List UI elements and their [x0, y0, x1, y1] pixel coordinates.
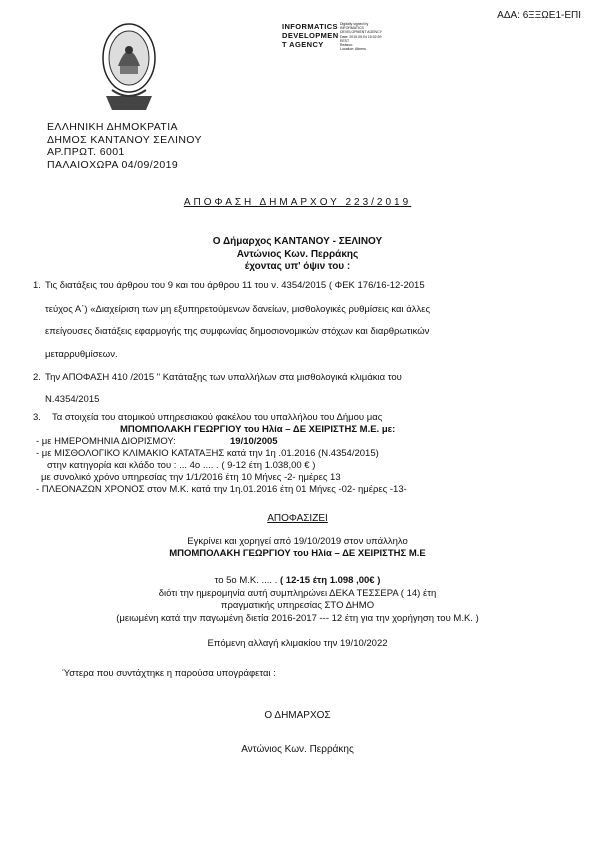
item-number: 1. [33, 280, 41, 291]
item-2-line-1: Την ΑΠΟΦΑΣΗ 410 /2015 " Κατάταξης των υπαλλήλων στα μισθολογικά κλιμάκια του [45, 372, 402, 383]
item-3-category: στην κατηγορία και κλάδο του : ... 4ο .... . ( 9-12 έτη 1.038,00 € ) [47, 460, 316, 471]
header-republic: ΕΛΛΗΝΙΚΗ ΔΗΜΟΚΡΑΤΙΑ [47, 121, 178, 133]
item-3-line-1: Τα στοιχεία του ατομικού υπηρεσιακού φακέλου του υπαλλήλου του Δήμου μας [52, 412, 383, 423]
decision-line-5: πραγματικής υπηρεσίας ΣΤΟ ΔΗΜΟ [220, 600, 375, 611]
stamp-detail: Date: 2019.09.04 15:02:39 [340, 34, 382, 39]
header-place-date: ΠΑΛΑΙΟΧΩΡΑ 04/09/2019 [47, 158, 179, 171]
digital-signature-details [340, 22, 400, 51]
decision-line-1: Εγκρίνει και χορηγεί από 19/10/2019 στον υπάλληλο [187, 536, 408, 547]
header-protocol-number: ΑΡ.ΠΡΩΤ. 6001 [47, 146, 125, 158]
item-3-salary-step: - με ΜΙΣΘΟΛΟΓΙΚΟ ΚΛΙΜΑΚΙΟ ΚΑΤΑΤΑΞΗΣ κατά την 1η .01.2016 (Ν.4354/2015) [36, 448, 379, 459]
mayor-line-2: Αντώνιος Κων. Περράκης [236, 248, 359, 260]
item-3-excess-time: - ΠΛΕΟΝΑΖΩΝ ΧΡΟΝΟΣ στον Μ.Κ. κατά την 1η.01.2016 έτη 01 Μήνες -02- ημέρες -13- [36, 484, 407, 495]
stamp-detail: Location: Athens [340, 47, 366, 52]
item-3-service-time: με συνολικό χρόνο υπηρεσίας την 1/1/2016 έτη 10 Μήνες -2- ημέρες 13 [41, 472, 341, 483]
decision-line-6: (μειωμένη κατά την παγωμένη διετία 2016-2017 --- 12 έτη για την χορήγηση του Μ.Κ. ) [116, 613, 479, 624]
mayor-line-1: Ο Δήμαρχος ΚΑΝΤΑΝΟΥ - ΣΕΛΙΝΟΥ [212, 236, 383, 247]
decides-heading: ΑΠΟΦΑΣΙΖΕΙ [267, 513, 328, 524]
item-number: 3. [33, 412, 41, 423]
stamp-detail: Reason: [340, 43, 354, 48]
stamp-detail: EEST [340, 38, 350, 43]
item-1-line-2: τεύχος Α΄) «Διαχείριση των μη εξυπηρετούμενων δανείων, μισθολογικές ρυθμίσεις και άλλες [45, 304, 431, 315]
stamp-detail: INFORMATICS [340, 26, 364, 31]
stamp-line-2: DEVELOPMEN [282, 31, 339, 40]
closing-statement: Ύστερα που συντάχτηκε η παρούσα υπογράφεται : [62, 668, 276, 679]
signer-title: Ο ΔΗΜΑΡΧΟΣ [264, 710, 331, 721]
digital-signature-stamp [282, 22, 339, 49]
next-step-change: Επόμενη αλλαγή κλιμακίου την 19/10/2022 [207, 638, 388, 649]
ada-code: ΑΔΑ: 6ΞΞΩΕ1-ΕΠΙ [497, 10, 581, 21]
appointment-date: 19/10/2005 [230, 436, 278, 447]
decision-step-label: το 5ο Μ.Κ. .... . [214, 575, 278, 586]
emblem-seal-logo [98, 18, 160, 118]
header-municipality: ΔΗΜΟΣ ΚΑΝΤΑΝΟΥ ΣΕΛΙΝΟΥ [47, 133, 202, 146]
document-title: ΑΠΟΦΑΣΗ ΔΗΜΑΡΧΟΥ 223/2019 [183, 197, 412, 208]
item-number: 2. [33, 372, 41, 383]
stamp-detail: Digitally signed by [340, 22, 369, 26]
decision-line-4: διότι την ημερομηνία αυτή συμπληρώνει ΔΕΚΑ ΤΕΣΣΕΡΑ ( 14) έτη [158, 588, 437, 599]
employee-name: ΜΠΟΜΠΟΛΑΚΗ ΓΕΩΡΓΙΟΥ του Ηλία – ΔΕ ΧΕΙΡΙΣΤΗΣ Μ.Ε. με: [120, 424, 396, 435]
decision-step-amount: ( 12-15 έτη 1.098 ,00€ ) [279, 575, 381, 586]
document-header [47, 121, 202, 171]
decision-employee: ΜΠΟΜΠΟΛΑΚΗ ΓΕΩΡΓΙΟΥ του Ηλία – ΔΕ ΧΕΙΡΙΣΤΗΣ Μ.Ε [169, 548, 426, 559]
item-1-line-4: μεταρρυθμίσεων. [45, 349, 118, 360]
stamp-detail: DEVELOPMENT AGENCY [340, 30, 382, 35]
mayor-block [0, 236, 595, 274]
signer-name: Αντώνιος Κων. Περράκης [241, 744, 354, 755]
item-3-appointment-label: - με ΗΜΕΡΟΜΗΝΙΑ ΔΙΟΡΙΣΜΟΥ: [36, 436, 176, 447]
mayor-line-3: έχοντας υπ' όψιν του : [244, 261, 351, 272]
item-2-line-2: Ν.4354/2015 [45, 394, 100, 405]
stamp-line-1: INFORMATICS [282, 22, 338, 31]
stamp-line-3: T AGENCY [282, 40, 324, 49]
item-1-line-3: επείγουσες διατάξεις εφαρμογής της συμφωνίας δημοσιονομικών στόχων και διαρθρωτικών [45, 326, 430, 337]
decision-step [0, 575, 595, 587]
item-1-line-1: Τις διατάξεις του άρθρου του 9 και του άρθρου 11 του ν. 4354/2015 ( ΦΕΚ 176/16-12-2015 [45, 280, 425, 291]
